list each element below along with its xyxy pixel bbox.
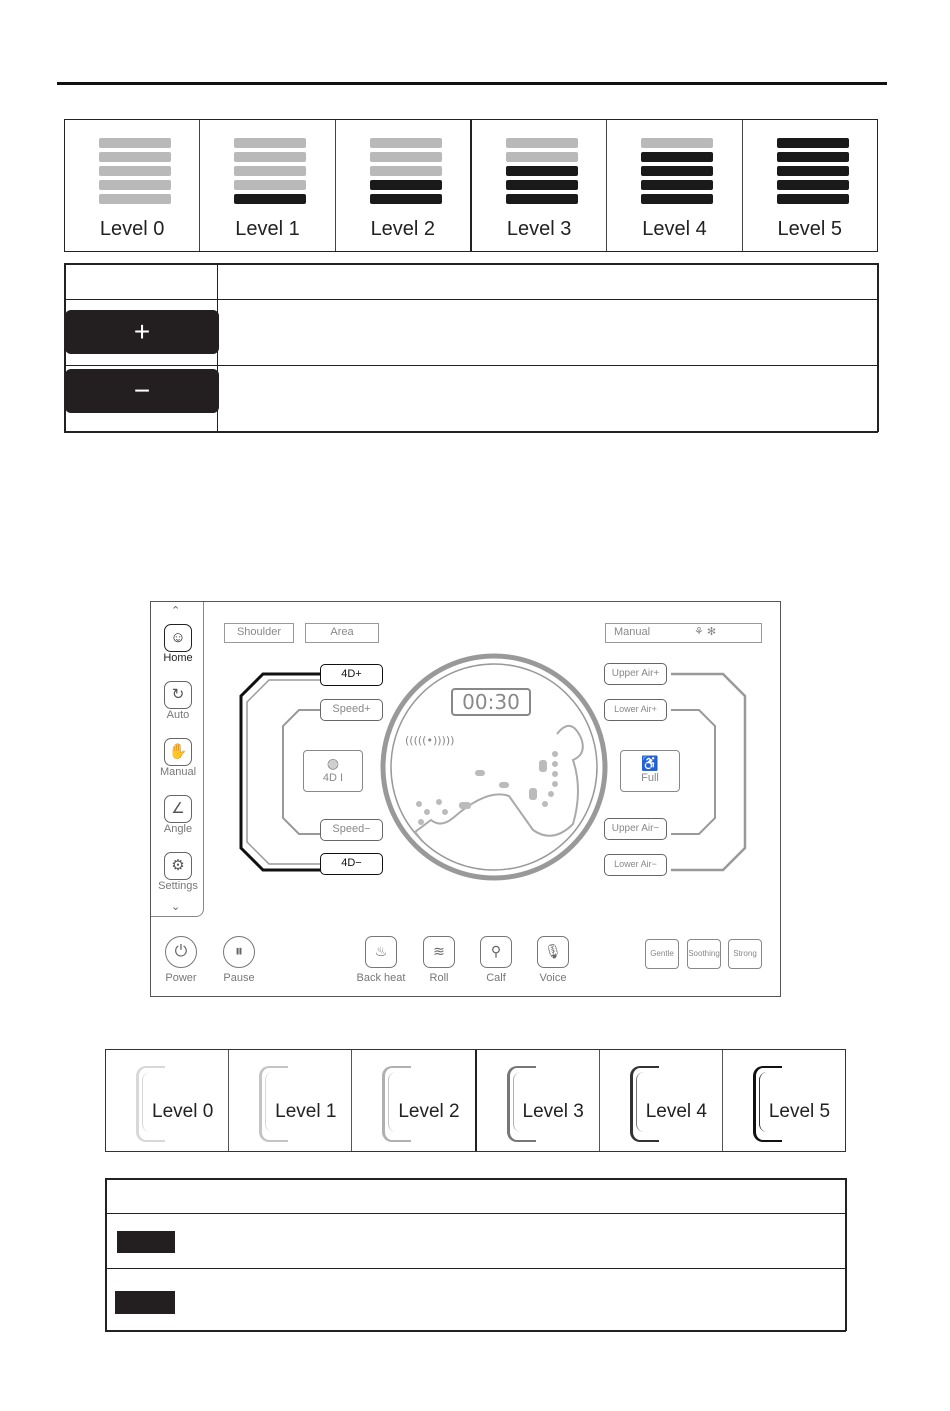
roll-button[interactable] (417, 936, 461, 984)
level-bar (99, 166, 171, 176)
pause-icon: ⏸ (223, 936, 255, 968)
chevron-up-icon[interactable]: ⌃ (171, 605, 181, 617)
power-label: Power (165, 972, 197, 984)
level-bar (506, 138, 578, 148)
depth-level-label: Level 2 (398, 1101, 460, 1122)
voice-button[interactable] (531, 936, 575, 984)
level-bars (370, 138, 442, 208)
level-bars (506, 138, 578, 208)
depth-level-cell (106, 1050, 229, 1151)
depth-description-table (105, 1178, 846, 1331)
body-map-circle (379, 652, 609, 882)
level-bar (506, 166, 578, 176)
depth-level-cell (229, 1050, 352, 1151)
level-bar (506, 152, 578, 162)
level-bars (777, 138, 849, 208)
sidebar-item-label: Settings (158, 880, 198, 892)
level-bar (641, 194, 713, 204)
minus-4d-button[interactable]: 4D− (320, 853, 383, 875)
level-bar (234, 180, 306, 190)
full-button[interactable] (620, 750, 680, 792)
voice-icon: 🎙 (537, 936, 569, 968)
shoulder-chip[interactable]: Shoulder (224, 623, 294, 643)
level-bar (370, 180, 442, 190)
roll-label: Roll (429, 972, 449, 984)
calf-label: Calf (486, 972, 506, 984)
level-bar (234, 166, 306, 176)
level-bar (370, 166, 442, 176)
level-bar (777, 138, 849, 148)
area-chip[interactable]: Area (305, 623, 379, 643)
depth-level-label: Level 5 (768, 1101, 831, 1122)
calf-icon: ⚲ (480, 936, 512, 968)
snowflake-icon: ⚘ ✻ (694, 626, 717, 638)
intensity-level-label: Level 1 (235, 218, 300, 240)
full-label: Full (641, 772, 659, 784)
control-screen (150, 601, 781, 997)
level-bar (506, 194, 578, 204)
header-rule (57, 82, 887, 85)
manual-icon: ✋ (164, 738, 192, 766)
level-bar (99, 194, 171, 204)
angle-icon: ∠ (164, 795, 192, 823)
mode-4d-button[interactable] (303, 750, 363, 792)
roll-icon: ≋ (423, 936, 455, 968)
calf-button[interactable] (474, 936, 518, 984)
mode-4d-label: 4D I (322, 772, 344, 784)
plus-button[interactable]: + (65, 310, 219, 354)
depth-plus-button[interactable] (117, 1231, 175, 1253)
recline-icon: ♿ (641, 755, 659, 771)
settings-icon: ⚙ (164, 852, 192, 880)
manual-status (605, 623, 762, 643)
intensity-level-table (64, 119, 878, 252)
sidebar-item-label: Manual (159, 766, 197, 778)
depth-level-label: Level 1 (275, 1101, 337, 1122)
depth-level-table (105, 1049, 846, 1152)
sidebar-item-auto[interactable] (155, 681, 201, 721)
sidebar (151, 602, 204, 917)
pause-button[interactable] (217, 936, 261, 984)
depth-level-cell (477, 1050, 600, 1151)
sidebar-item-label: Auto (166, 709, 190, 721)
voice-label: Voice (539, 972, 567, 984)
power-button[interactable] (159, 936, 203, 984)
upper-air-minus-button[interactable]: Upper Air− (604, 818, 667, 840)
depth-minus-button[interactable] (115, 1291, 175, 1314)
upper-air-plus-button[interactable]: Upper Air+ (604, 663, 667, 685)
4d-icon: ◍ (326, 755, 340, 771)
intensity-level-cell (65, 120, 200, 251)
intensity-level-cell (743, 120, 877, 251)
heat-icon: ♨ (365, 936, 397, 968)
home-icon: ☺ (164, 624, 192, 652)
level-bars (641, 138, 713, 208)
level-bar (777, 180, 849, 190)
manual-label: Manual (614, 626, 651, 638)
intensity-level-label: Level 2 (370, 218, 436, 240)
intensity-level-cell (200, 120, 335, 251)
level-bar (641, 180, 713, 190)
intensity-level-cell (607, 120, 742, 251)
speed-minus-button[interactable]: Speed− (320, 819, 383, 841)
depth-level-cell (352, 1050, 476, 1151)
pause-label: Pause (223, 972, 255, 984)
lower-air-minus-button[interactable]: Lower Air− (604, 854, 667, 876)
sidebar-item-label: Angle (163, 823, 193, 835)
depth-level-label: Level 0 (152, 1101, 214, 1122)
depth-level-cell (600, 1050, 723, 1151)
depth-level-label: Level 4 (645, 1101, 707, 1122)
intensity-level-label: Level 3 (506, 218, 572, 240)
depth-level-label: Level 3 (522, 1101, 584, 1122)
level-bars (234, 138, 306, 208)
level-bar (99, 152, 171, 162)
intensity-level-cell (472, 120, 607, 251)
level-bar (641, 152, 713, 162)
level-bar (370, 138, 442, 148)
strong-mode-button[interactable]: Strong (728, 939, 762, 969)
level-bar (777, 166, 849, 176)
level-bar (641, 138, 713, 148)
sidebar-item-label: Home (163, 652, 193, 664)
level-bar (506, 180, 578, 190)
intensity-level-label: Level 5 (777, 218, 843, 240)
level-bars (99, 138, 171, 208)
sidebar-item-manual[interactable] (155, 738, 201, 778)
sidebar-item-settings[interactable] (155, 852, 201, 892)
level-bar (777, 194, 849, 204)
intensity-level-label: Level 0 (99, 218, 165, 240)
lower-air-plus-button[interactable]: Lower Air+ (604, 699, 667, 721)
intensity-level-label: Level 4 (642, 218, 707, 240)
soothing-mode-button[interactable]: Soothing (687, 939, 721, 969)
level-bar (370, 194, 442, 204)
back-heat-label: Back heat (356, 972, 406, 984)
level-bar (99, 180, 171, 190)
plus-4d-button[interactable]: 4D+ (320, 664, 383, 686)
gentle-mode-button[interactable]: Gentle (645, 939, 679, 969)
sidebar-item-home[interactable] (155, 624, 201, 664)
level-bar (99, 138, 171, 148)
speed-plus-button[interactable]: Speed+ (320, 699, 383, 721)
depth-level-cell (723, 1050, 845, 1151)
sidebar-item-angle[interactable] (155, 795, 201, 835)
minus-button[interactable]: − (65, 369, 219, 413)
level-bar (234, 194, 306, 204)
level-bar (641, 166, 713, 176)
intensity-level-cell (336, 120, 472, 251)
chevron-down-icon[interactable]: ⌄ (171, 901, 181, 913)
level-bar (777, 152, 849, 162)
power-icon: ⏻ (165, 936, 197, 968)
level-bar (234, 138, 306, 148)
svg-text:(((((•))))): (((((•))))) (405, 734, 455, 747)
level-bar (234, 152, 306, 162)
level-bar (370, 152, 442, 162)
back-heat-button[interactable] (349, 936, 413, 984)
timer-display: 00:30 (451, 688, 531, 716)
auto-icon: ↻ (164, 681, 192, 709)
